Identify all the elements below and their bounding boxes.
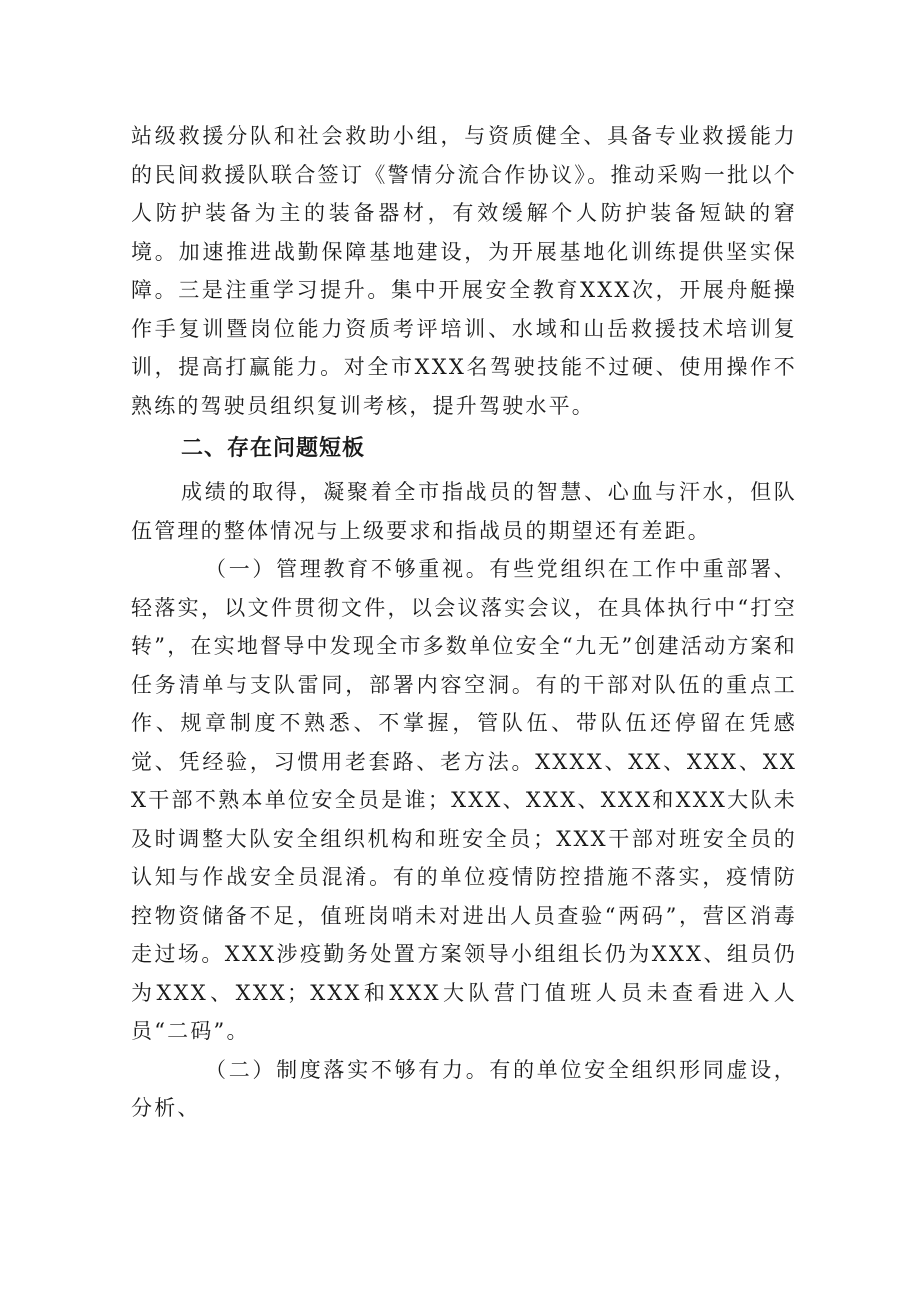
paragraph-item-2: （二）制度落实不够有力。有的单位安全组织形同虚设，分析、 bbox=[131, 1057, 797, 1120]
paragraph-continuation: 站级救援分队和社会救助小组，与资质健全、具备专业救援能力的民间救援队联合签订《警情分流合作协议》。推动采购一批以个人防护装备为主的装备器材，有效缓解个人防护装备短缺的窘境。加速推进战勤保障基地建设，为开展基地化训练提供坚实保障。三是注重学习提升。集中开展安全教育XXX次，开展舟艇操作手复训暨岗位能力资质考评培训、水域和山岳救援技术培训复训，提高打赢能力。对全市XXX名驾驶技能不过硬、使用操作不熟练的驾驶员组织复训考核，提升驾驶水平。 bbox=[131, 124, 797, 418]
paragraph-item-1: （一）管理教育不够重视。有些党组织在工作中重部署、轻落实，以文件贯彻文件，以会议落实会议，在具体执行中“打空转”，在实地督导中发现全市多数单位安全“九无”创建活动方案和任务清单与支队雷同，部署内容空洞。有的干部对队伍的重点工作、规章制度不熟悉、不掌握，管队伍、带队伍还停留在凭感觉、凭经验，习惯用老套路、老方法。XXXX、XX、XXX、XXX干部不熟本单位安全员是谁；XXX、XXX、XXX和XXX大队未及时调整大队安全组织机构和班安全员；XXX干部对班安全员的认知与作战安全员混淆。有的单位疫情防控措施不落实，疫情防控物资储备不足，值班岗哨未对进出人员查验“两码”，营区消毒走过场。XXX涉疫勤务处置方案领导小组组长仍为XXX、组员仍为XXX、XXX；XXX和XXX大队营门值班人员未查看进入人员“二码”。 bbox=[131, 557, 797, 1043]
section-heading: 二、存在问题短板 bbox=[181, 436, 366, 461]
paragraph-intro: 成绩的取得，凝聚着全市指战员的智慧、心血与汗水，但队伍管理的整体情况与上级要求和指战员的期望还有差距。 bbox=[131, 480, 797, 543]
document-body bbox=[131, 117, 797, 1128]
